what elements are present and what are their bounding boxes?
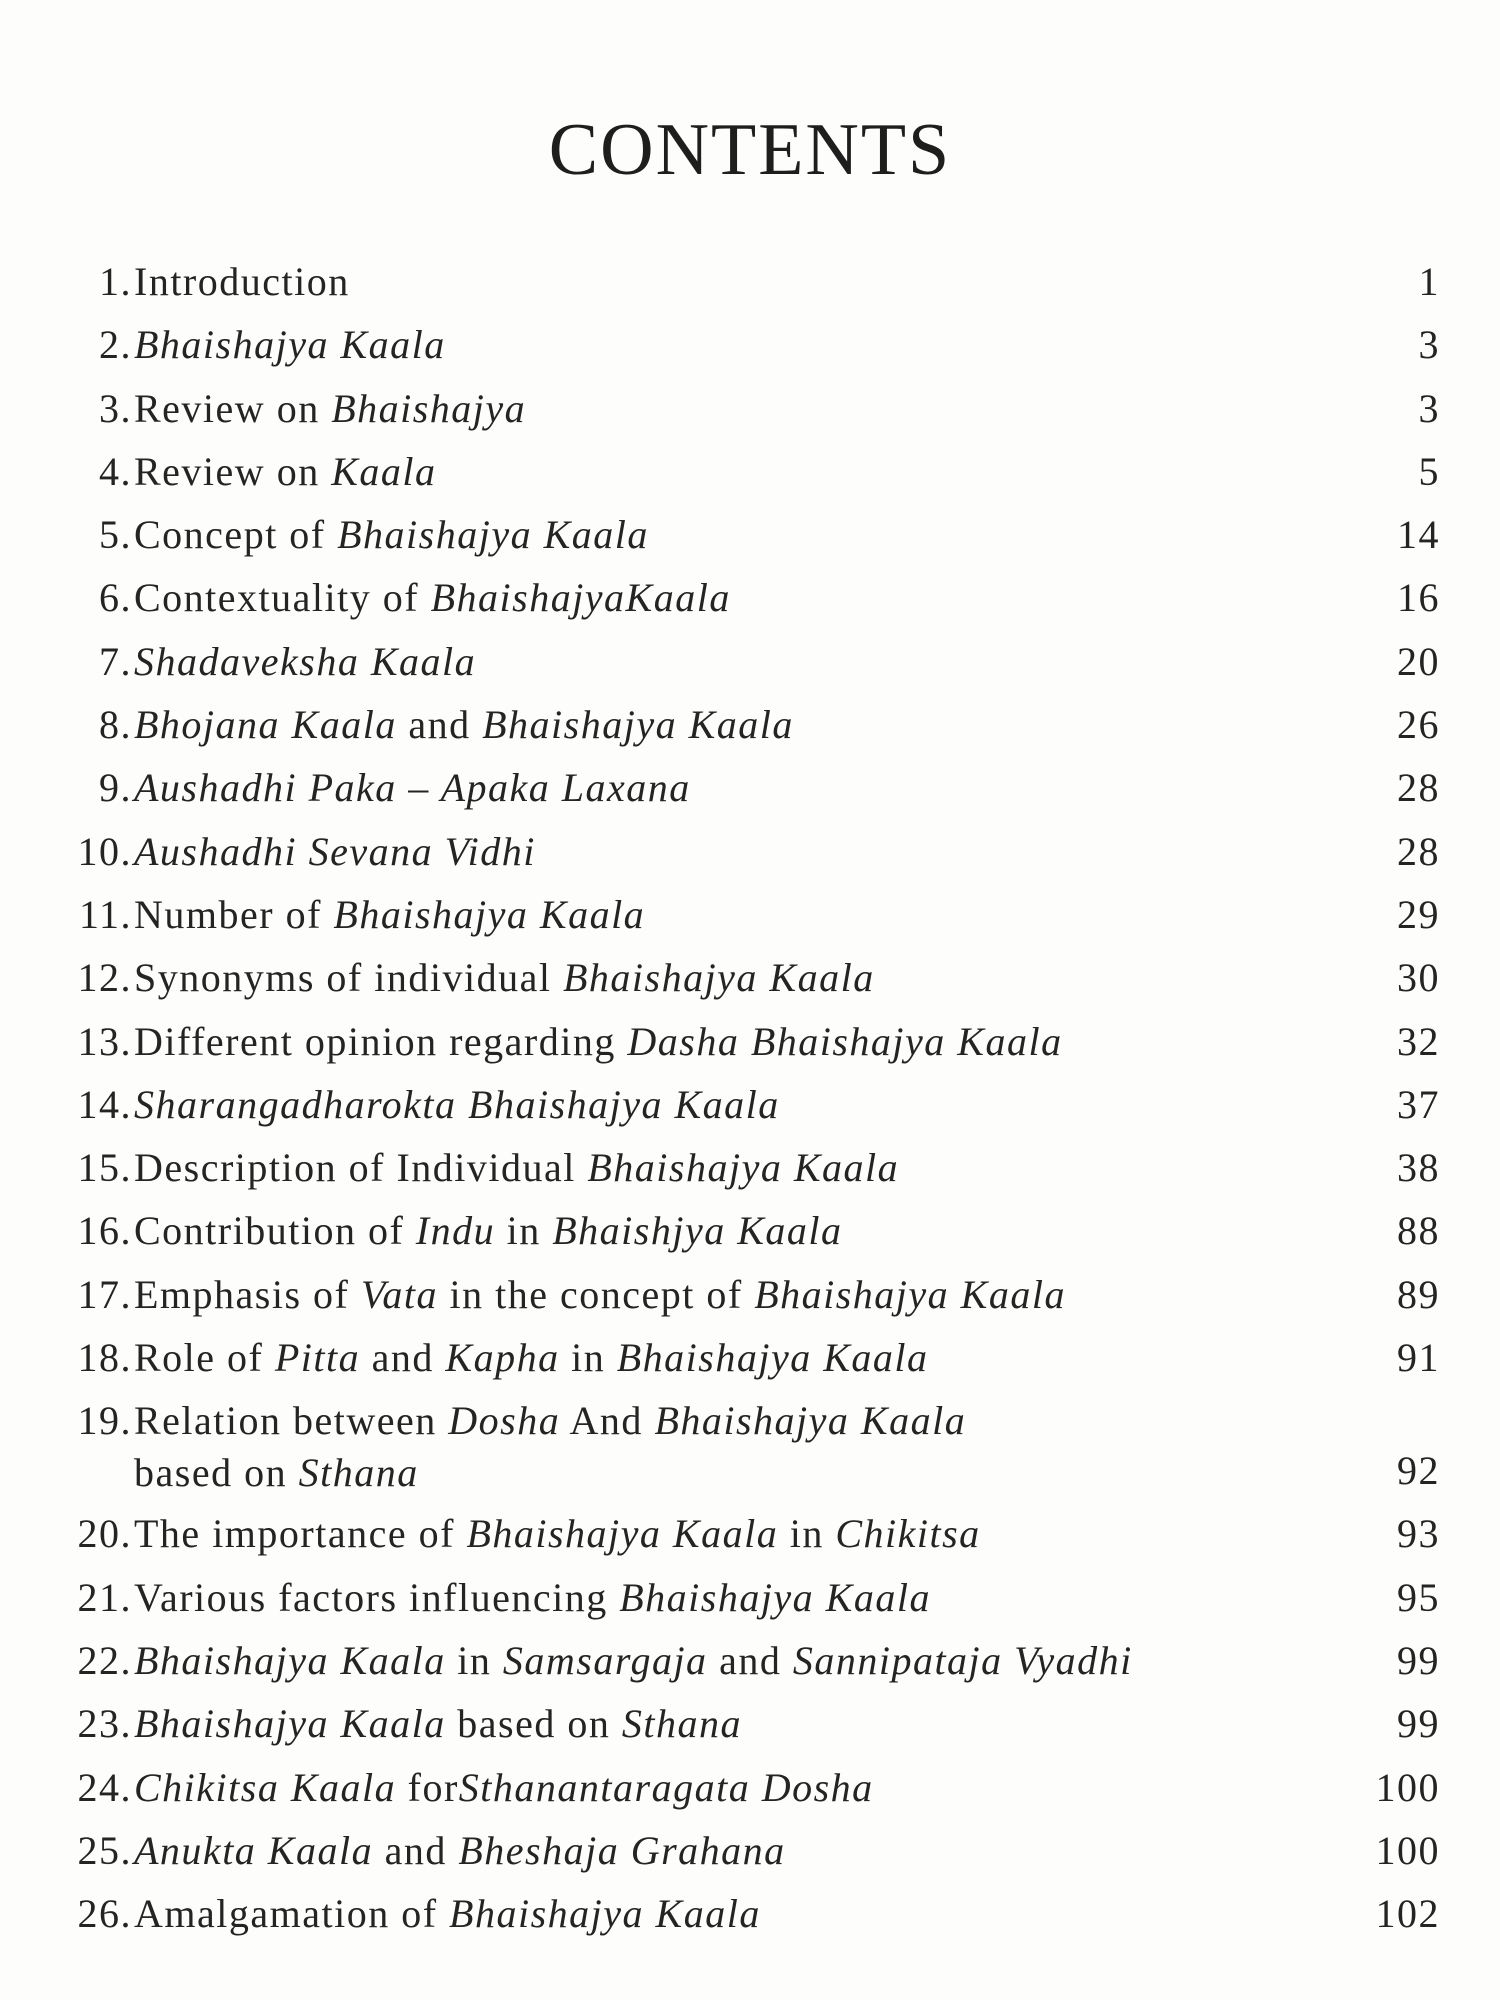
entry-title <box>134 1199 1314 1262</box>
toc-entry <box>0 313 1500 376</box>
entry-page-number: 29 <box>1397 891 1440 937</box>
toc-entry <box>0 1263 1500 1326</box>
italic-term: Bhaishajya Kaala <box>654 1398 967 1444</box>
entry-text-part: Different opinion regarding <box>134 1018 628 1064</box>
entry-title <box>134 1263 1314 1326</box>
italic-term: Kapha <box>445 1335 560 1381</box>
italic-term: Bhaishajya Kaala <box>619 1574 931 1620</box>
toc-entry <box>0 503 1500 566</box>
italic-term: Sthanantaragata Dosha <box>458 1764 874 1810</box>
toc-entry <box>0 250 1500 313</box>
entry-number: 8. <box>99 702 132 748</box>
entry-page-number: 102 <box>1375 1891 1440 1937</box>
entry-title <box>134 566 1314 629</box>
entry-text-part: based on <box>445 1701 622 1747</box>
entry-page-number: 26 <box>1397 702 1440 748</box>
toc-entry <box>0 693 1500 756</box>
italic-term: Bhojana Kaala <box>134 702 397 748</box>
entry-page-number: 92 <box>1397 1448 1440 1494</box>
entry-page-number: 32 <box>1397 1018 1440 1064</box>
italic-term: Kaala <box>331 448 437 494</box>
entry-title <box>134 1566 1314 1629</box>
toc-entry <box>0 1199 1500 1262</box>
entry-title <box>134 1502 1314 1565</box>
italic-term: Samsargaja <box>502 1637 708 1683</box>
entry-title-continuation <box>134 1447 1314 1499</box>
toc-entry <box>0 377 1500 440</box>
entry-text-part: Emphasis of <box>134 1271 361 1317</box>
entry-text-part: Review on <box>134 385 332 431</box>
entry-number: 15. <box>77 1145 132 1191</box>
entry-text-part: Contextuality of <box>134 575 431 621</box>
toc-entry <box>0 1756 1500 1819</box>
entry-number: 2. <box>99 322 132 368</box>
toc-entry <box>0 756 1500 819</box>
entry-number: 6. <box>99 575 132 621</box>
entry-title <box>134 693 1314 756</box>
entry-page-number: 88 <box>1397 1208 1440 1254</box>
toc-entry <box>0 440 1500 503</box>
entry-title <box>134 756 1314 819</box>
italic-term: Bhaishajya Kaala <box>466 1511 779 1557</box>
entry-text-part: Description of Individual <box>134 1145 588 1191</box>
entry-page-number: 89 <box>1397 1271 1440 1317</box>
italic-term: Anukta Kaala <box>134 1827 374 1873</box>
entry-page-number: 1 <box>1418 259 1440 304</box>
entry-number: 20. <box>77 1511 132 1557</box>
toc-entry <box>0 1073 1500 1136</box>
entry-page-number: 14 <box>1397 512 1440 558</box>
entry-text-part: in <box>559 1335 617 1381</box>
entry-number: 24. <box>77 1764 132 1810</box>
italic-term: Sannipataja Vyadhi <box>792 1637 1133 1683</box>
entry-title <box>134 1010 1314 1073</box>
entry-title <box>134 377 1314 440</box>
entry-number: 12. <box>77 955 132 1001</box>
italic-term: Bhaishjya Kaala <box>552 1208 843 1254</box>
entry-text-part: Relation between <box>134 1398 449 1444</box>
entry-title <box>134 1819 1314 1882</box>
italic-term: Chikitsa Kaala <box>134 1764 397 1810</box>
entry-title <box>134 820 1314 883</box>
entry-text-part: Amalgamation of <box>134 1891 450 1937</box>
italic-term: Bhaishajya Kaala <box>134 1701 446 1747</box>
entry-text-part: Review on <box>134 448 332 494</box>
entry-text-part: in the concept of <box>438 1271 755 1317</box>
entry-number: 17. <box>77 1271 132 1317</box>
entry-page-number: 93 <box>1397 1511 1440 1557</box>
toc-entry <box>0 1629 1500 1692</box>
entry-number: 19. <box>77 1398 132 1444</box>
entry-text-part: Introduction <box>134 259 350 304</box>
italic-term: Aushadhi Sevana Vidhi <box>134 828 536 874</box>
entry-text-part: based on <box>134 1450 299 1496</box>
entry-title <box>134 946 1314 1009</box>
entry-title <box>134 503 1314 566</box>
entry-text-part: for <box>396 1764 459 1810</box>
entry-title <box>134 440 1314 503</box>
toc-entry <box>0 1692 1500 1755</box>
italic-term: Bhaishajya <box>331 385 527 431</box>
entry-text-part: and <box>396 702 483 748</box>
entry-page-number: 100 <box>1375 1827 1440 1873</box>
entry-page-number: 99 <box>1397 1637 1440 1683</box>
italic-term: Dasha Bhaishajya Kaala <box>627 1018 1063 1064</box>
italic-term: Bhaishajya Kaala <box>134 322 446 368</box>
italic-term: Sthana <box>298 1450 419 1496</box>
toc-entry <box>0 1326 1500 1389</box>
entry-number: 10. <box>77 828 132 874</box>
toc-entry <box>0 883 1500 946</box>
toc-entry <box>0 1389 1500 1502</box>
entry-title <box>134 1629 1314 1692</box>
entry-page-number: 38 <box>1397 1145 1440 1191</box>
table-of-contents <box>0 250 1500 1945</box>
entry-number: 26. <box>77 1891 132 1937</box>
entry-number: 11. <box>78 891 132 937</box>
entry-title <box>134 250 1314 313</box>
entry-number: 16. <box>77 1208 132 1254</box>
toc-entry <box>0 1882 1500 1945</box>
toc-entry <box>0 946 1500 1009</box>
entry-text-part: in <box>778 1511 836 1557</box>
italic-term: Bhaishajya Kaala <box>587 1145 900 1191</box>
toc-entry <box>0 630 1500 693</box>
entry-number: 25. <box>77 1827 132 1873</box>
entry-text-part: and <box>707 1637 793 1683</box>
italic-term: Indu <box>415 1208 496 1254</box>
italic-term: Dosha <box>448 1398 561 1444</box>
entry-title <box>134 313 1314 376</box>
entry-page-number: 99 <box>1397 1701 1440 1747</box>
toc-entry <box>0 1010 1500 1073</box>
entry-text-part: The importance of <box>134 1511 467 1557</box>
entry-text-part: Concept of <box>134 512 338 558</box>
italic-term: Shadaveksha Kaala <box>134 638 477 684</box>
entry-title <box>134 1882 1314 1945</box>
entry-number: 9. <box>99 765 132 811</box>
entry-text-part: and <box>373 1827 459 1873</box>
entry-text-part: Role of <box>134 1335 275 1381</box>
entry-number: 13. <box>77 1018 132 1064</box>
entry-title <box>134 1756 1314 1819</box>
page-title: CONTENTS <box>548 109 952 191</box>
toc-entry <box>0 1502 1500 1565</box>
italic-term: BhaishajyaKaala <box>430 575 731 621</box>
toc-entry <box>0 1136 1500 1199</box>
entry-text-part: Number of <box>134 891 334 937</box>
italic-term: Sharangadharokta Bhaishajya Kaala <box>134 1081 780 1127</box>
entry-page-number: 91 <box>1397 1335 1440 1381</box>
entry-page-number: 95 <box>1397 1574 1440 1620</box>
entry-number: 22. <box>77 1637 132 1683</box>
italic-term: Aushadhi Paka – Apaka Laxana <box>134 765 691 811</box>
entry-title <box>134 1136 1314 1199</box>
entry-text-part: And <box>560 1398 655 1444</box>
entry-page-number: 100 <box>1375 1764 1440 1810</box>
entry-text-part: in <box>445 1637 503 1683</box>
italic-term: Bhaishajya Kaala <box>134 1637 446 1683</box>
entry-page-number: 5 <box>1418 448 1440 494</box>
entry-number: 5. <box>99 512 132 558</box>
italic-term: Bhaishajya Kaala <box>333 891 646 937</box>
entry-number: 1. <box>99 259 132 304</box>
entry-text-part: Synonyms of individual <box>134 955 563 1001</box>
entry-page-number: 28 <box>1397 828 1440 874</box>
italic-term: Sthana <box>621 1701 742 1747</box>
toc-entry <box>0 820 1500 883</box>
italic-term: Vata <box>360 1271 438 1317</box>
entry-number: 4. <box>99 448 132 494</box>
italic-term: Chikitsa <box>835 1511 981 1557</box>
italic-term: Bheshaja Grahana <box>458 1827 786 1873</box>
italic-term: Bhaishajya Kaala <box>337 512 649 558</box>
entry-title <box>134 883 1314 946</box>
italic-term: Bhaishajya Kaala <box>562 955 875 1001</box>
italic-term: Bhaishajya Kaala <box>449 1891 761 1937</box>
entry-page-number: 16 <box>1397 575 1440 621</box>
entry-number: 7. <box>99 638 132 684</box>
entry-text-part: Various factors influencing <box>134 1574 620 1620</box>
italic-term: Bhaishajya Kaala <box>616 1335 929 1381</box>
entry-number: 23. <box>77 1701 132 1747</box>
entry-text-part: in <box>495 1208 553 1254</box>
entry-text-part: Contribution of <box>134 1208 416 1254</box>
entry-page-number: 30 <box>1397 955 1440 1001</box>
entry-title <box>134 1073 1314 1136</box>
italic-term: Pitta <box>274 1335 361 1381</box>
entry-number: 14. <box>77 1081 132 1127</box>
entry-page-number: 28 <box>1397 765 1440 811</box>
entry-number: 18. <box>77 1335 132 1381</box>
entry-title <box>134 1395 1314 1499</box>
entry-title <box>134 1326 1314 1389</box>
toc-entry <box>0 566 1500 629</box>
entry-page-number: 3 <box>1418 385 1440 431</box>
toc-entry <box>0 1819 1500 1882</box>
entry-title <box>134 630 1314 693</box>
italic-term: Bhaishajya Kaala <box>482 702 794 748</box>
entry-page-number: 3 <box>1418 322 1440 368</box>
entry-page-number: 37 <box>1397 1081 1440 1127</box>
toc-entry <box>0 1566 1500 1629</box>
entry-number: 21. <box>77 1574 132 1620</box>
entry-text-part: and <box>360 1335 446 1381</box>
entry-number: 3. <box>99 385 132 431</box>
italic-term: Bhaishajya Kaala <box>754 1271 1066 1317</box>
entry-page-number: 20 <box>1397 638 1440 684</box>
entry-title <box>134 1692 1314 1755</box>
